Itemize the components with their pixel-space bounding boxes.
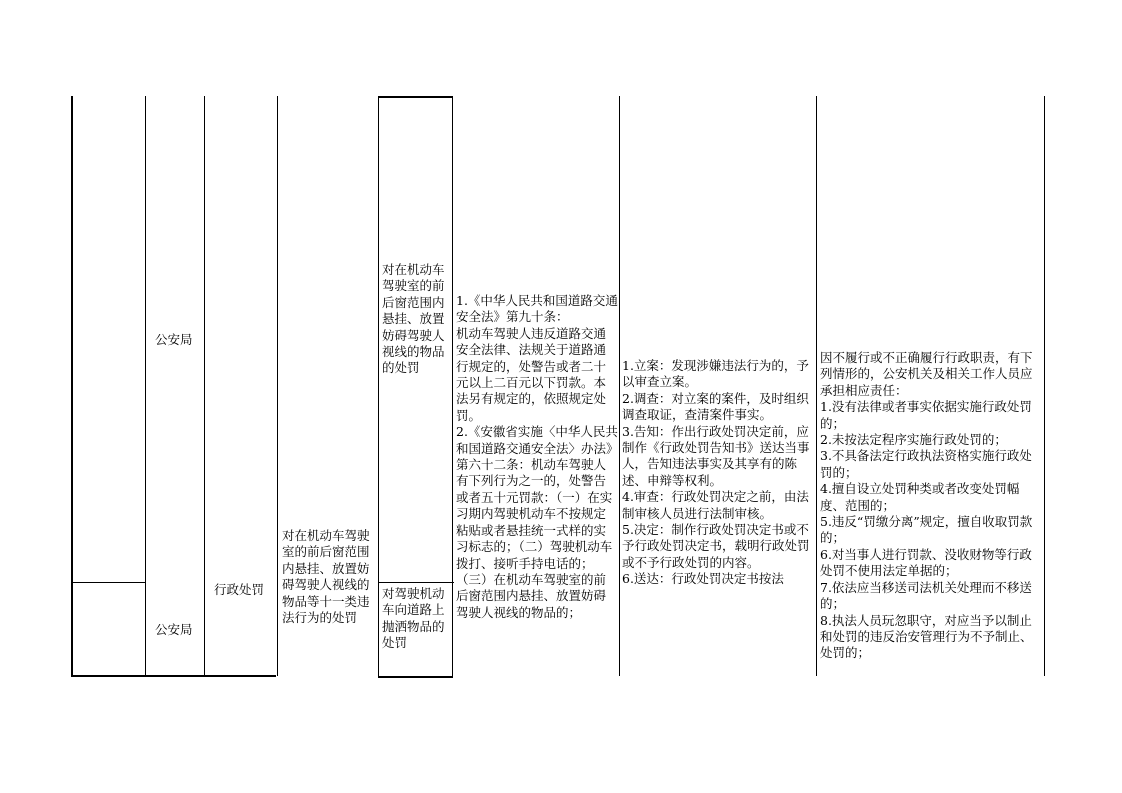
table-border-left — [71, 96, 73, 676]
col-line-item — [277, 96, 278, 676]
table-border-bottom — [71, 675, 276, 677]
row-divider-dept — [71, 582, 146, 583]
category-cell: 行政处罚 — [214, 582, 265, 597]
col-line-right — [1044, 96, 1045, 676]
col-line-dept — [145, 96, 146, 676]
col-line-basis — [619, 96, 620, 676]
sub-item-divider — [378, 582, 454, 583]
liability-text: 因不履行或不正确履行行政职责，有下列情形的，公安机关及相关工作人员应承担相应责任： 1.没有法律或者事实依据实施行政处罚的； 2.未按法定程序实施行政处罚的； 3.不具备法定行政执法资格实施行政处罚的； 4.擅自设立处罚种类或者改变处罚幅度、范围的； 5.违反“罚缴分离”规定，擅自收取罚款的； 6.对当事人进行罚款、没收财物等行政处罚不使用法定单据的； 7.依法应当移送司法机关处理而不移送的； 8.执法人员玩忽职守，对应当予以制止和处罚的违反治安管理行为不予制止、处罚的； — [820, 350, 1033, 661]
col-line-process — [816, 96, 817, 676]
sub-item-2: 对驾驶机动车向道路上抛洒物品的处罚 — [382, 586, 445, 651]
dept-cell-1: 公安局 — [155, 332, 193, 347]
col-line-category — [204, 96, 205, 676]
process-steps: 1.立案：发现涉嫌违法行为的，予以审查立案。 2.调查：对立案的案件，及时组织调查取证，查清案件事实。 3.告知：作出行政处罚决定前，应制作《行政处罚告知书》送达当事人，告知违法事实及其享有的陈述、申辩等权利。 4.审查：行政处罚决定之前，由法制审核人员进行法制审核。 5.决定：制作行政处罚决定书或不予行政处罚决定书，载明行政处罚或不予行政处罚的内容。 6.送达：行政处罚决定书按法 — [622, 358, 810, 587]
sub-item-1: 对在机动车驾驶室的前后窗范围内悬挂、放置妨碍驾驶人视线的物品的处罚 — [382, 262, 445, 376]
item-group-name: 对在机动车驾驶室的前后窗范围内悬挂、放置妨碍驾驶人视线的物品等十一类违法行为的处罚 — [282, 528, 370, 626]
dept-cell-2: 公安局 — [155, 622, 193, 637]
legal-basis: 1.《中华人民共和国道路交通安全法》第九十条： 机动车驾驶人违反道路交通安全法律、法规关于道路通行规定的，处警告或者二十元以上二百元以下罚款。本法另有规定的，依照规定处罚。 2.《安徽省实施〈中华人民共和国道路交通安全法〉办法》第六十二条：机动车驾驶人有下列行为之一的，处警告或者五十元罚款：（一）在实习期内驾驶机动车不按规定粘贴或者悬挂统一式样的实习标志的；（二）驾驶机动车拨打、接听手持电话的；（三）在机动车驾驶室的前后窗范围内悬挂、放置妨碍驾驶人视线的物品的； — [456, 293, 618, 620]
